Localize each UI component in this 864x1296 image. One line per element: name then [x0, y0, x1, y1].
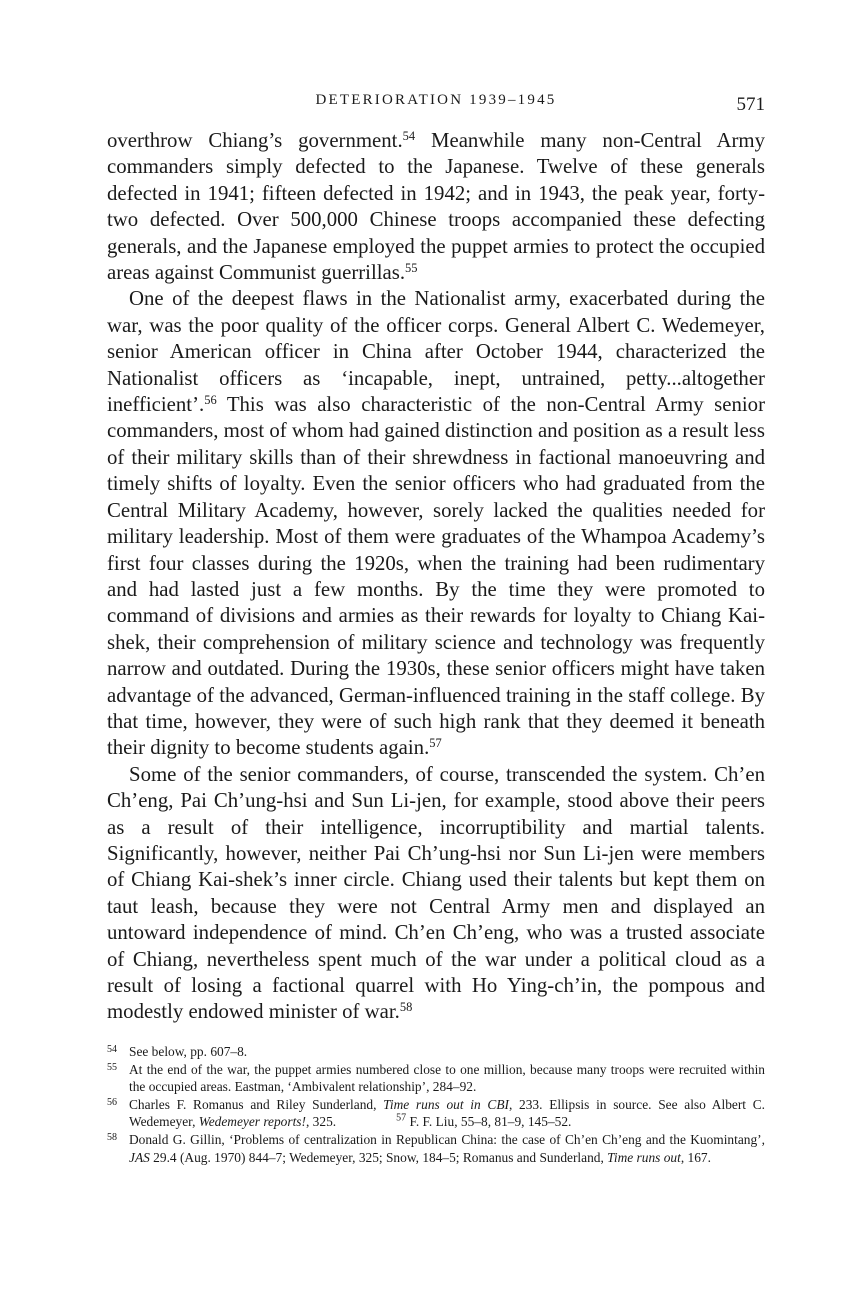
- text-run: See below, pp. 607–8.: [129, 1044, 248, 1059]
- footnote-ref: 54: [402, 129, 416, 144]
- text-run: 29.4 (Aug. 1970) 844–7; Wedemeyer, 325; Snow, 184–5; Romanus and Sunderland,: [149, 1149, 608, 1165]
- text-run: At the end of the war, the puppet armies numbered close to one million, because many troops were recruited within the occupied areas. Eastman, ‘Ambivalent relationship’, 284–92.: [129, 1061, 765, 1095]
- footnote-number: 55: [107, 1061, 117, 1073]
- footnote-ref: 55: [405, 261, 418, 276]
- footnote-ref: 56: [204, 393, 217, 408]
- paragraph-2: [107, 286, 765, 761]
- text-run: Donald G. Gillin, ‘Problems of centralization in Republican China: the case of Ch’en Ch’eng and the Kuomintang’,: [129, 1131, 765, 1147]
- text-run: , 167.: [680, 1149, 711, 1165]
- text-run: overthrow Chiang’s government.: [107, 129, 403, 152]
- footnote-row-56-57: [107, 1096, 765, 1131]
- footnote-58: [107, 1131, 765, 1166]
- footnote-number: 56: [107, 1096, 117, 1108]
- text-run: , 325.: [305, 1114, 337, 1130]
- footnote-54: [107, 1043, 765, 1061]
- text-run: Charles F. Romanus and Riley Sunderland,: [129, 1096, 384, 1112]
- footnote-number: 57: [396, 1112, 407, 1124]
- footnote-57: [396, 1114, 571, 1129]
- italic-title: Time runs out in CBI: [383, 1096, 509, 1112]
- footnote-ref: 58: [399, 1000, 413, 1015]
- italic-title: JAS: [129, 1149, 150, 1165]
- paragraph-1: [107, 128, 765, 286]
- text-run: F. F. Liu, 55–8, 81–9, 145–52.: [409, 1114, 572, 1130]
- text-run: , 233. Ellipsis in source. See also Albert C. Wedemeyer,: [129, 1096, 766, 1130]
- text-run: Some of the senior commanders, of course, transcended the system. Ch’en Ch’eng, Pai Ch’ung-hsi and Sun Li-jen, for example, stood above their peers as a result of their intelligence, incorruptibility and martial talents. Significantly, however, neither Pai Ch’ung-hsi nor Sun Li-jen were members of Chiang Kai-shek’s inner circle. Chiang used their talents but kept them on taut leash, because they were not Central Army men and displayed an untoward independence of mind. Ch’en Ch’eng, who was a trusted associate of Chiang, nevertheless spent much of the war under a political cloud as a result of losing a factional quarrel with Ho Ying-ch’in, the pompous and modestly endowed minister of war.: [107, 762, 765, 1024]
- paragraph-3: [107, 762, 765, 1026]
- text-run: One of the deepest flaws in the Nationalist army, exacerbated during the war, was the poor quality of the officer corps. General Albert C. Wedemeyer, senior American officer in China after October 1944, characterized the Nationalist officers as ‘incapable, inept, untrained, petty...altogether inefficient’.: [107, 287, 765, 417]
- footnote-number: 58: [107, 1131, 117, 1143]
- footnotes: [107, 1043, 765, 1166]
- text-run: This was also characteristic of the non-Central Army senior commanders, most of whom had gained distinction and position as a result less of their military skills than of their shrewdness in factional manoeuvring and timely shifts of loyalty. Even the senior officers who had graduated from the Central Military Academy, however, sorely lacked the qualities needed for military leadership. Most of them were graduates of the Whampoa Academy’s first four classes during the 1920s, when the training had been rudimentary and had lasted just a few months. By the time they were promoted to command of divisions and armies as their rewards for loyalty to Chiang Kai-shek, their comprehension of military science and technology was frequently narrow and outdated. During the 1930s, these senior officers might have taken advantage of the advanced, German-influenced training in the staff college. By that time, however, they were of such high rank that they deemed it beneath their dignity to become students again.: [107, 393, 765, 760]
- footnote-56: [107, 1096, 765, 1131]
- footnote-ref: 57: [429, 736, 442, 751]
- footnote-number: 54: [107, 1044, 117, 1055]
- body-text: [107, 128, 765, 1026]
- page-header: [107, 92, 765, 116]
- italic-title: Time runs out: [607, 1149, 681, 1165]
- page-number: 571: [736, 94, 765, 115]
- running-head: DETERIORATION 1939–1945: [315, 92, 557, 108]
- text-run: Meanwhile many non-Central Army commanders simply defected to the Japanese. Twelve of these generals defected in 1941; fifteen defected in 1942; and in 1943, the peak year, forty-two defected. Over 500,000 Chinese troops accompanied these defecting generals, and the Japanese employed the puppet armies to protect the occupied areas against Communist guerrillas.: [107, 129, 765, 285]
- italic-title: Wedemeyer reports!: [198, 1114, 306, 1130]
- footnote-55: [107, 1061, 765, 1096]
